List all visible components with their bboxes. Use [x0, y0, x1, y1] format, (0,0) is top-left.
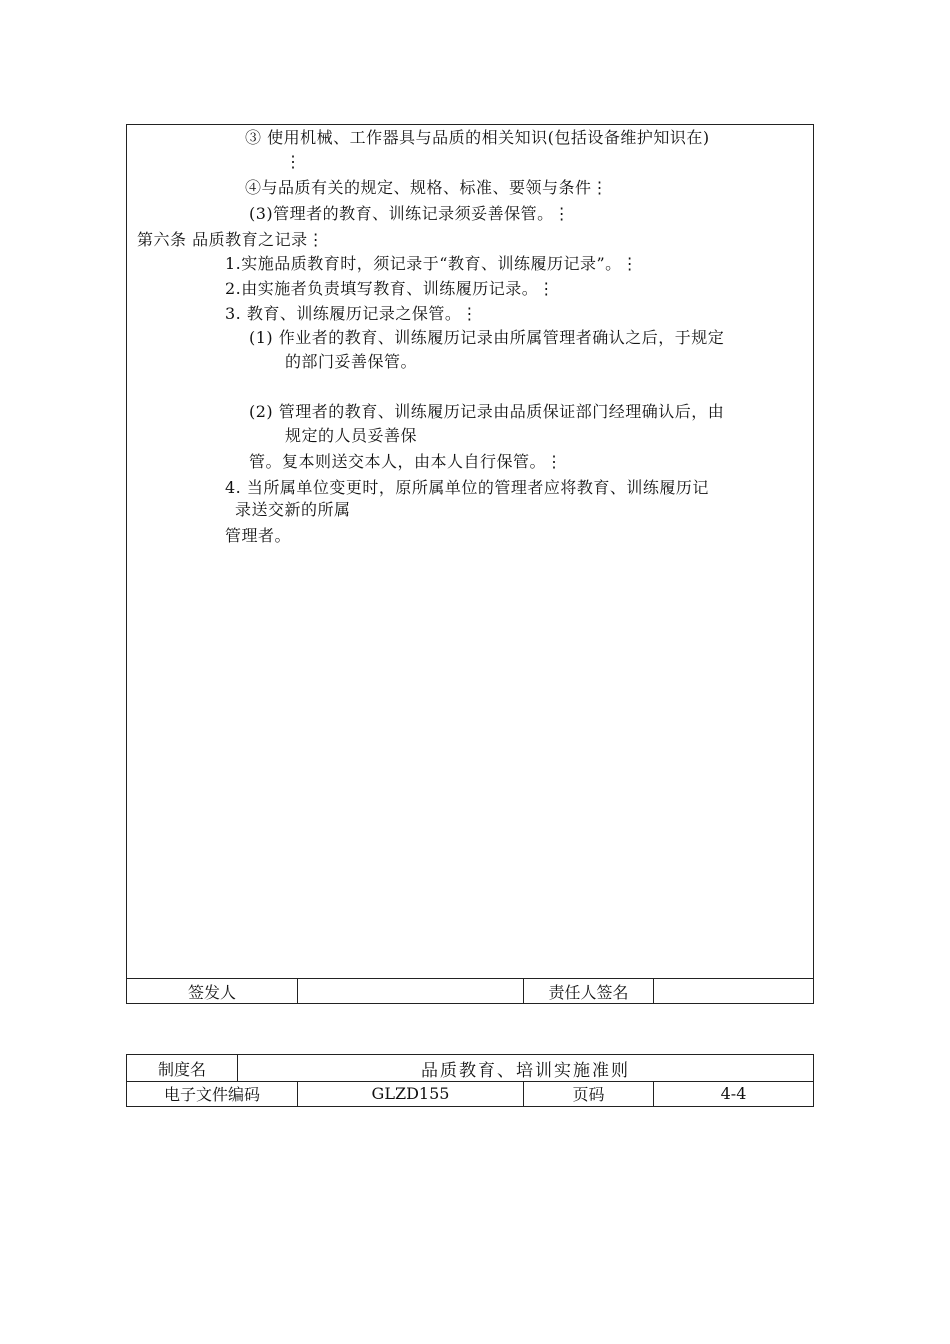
body-line-12: 规定的人员妥善保 — [285, 426, 418, 445]
body-line-16: 管理者。 — [225, 526, 292, 545]
body-line-7: 2.由实施者负责填写教育、训练履历记录。⋮ — [225, 279, 555, 298]
file-code-value: GLZD155 — [297, 1081, 523, 1106]
body-line-2: ⋮ — [285, 152, 302, 171]
document-footer-table — [126, 1054, 814, 1107]
body-line-4: (3)管理者的教育、训练记录须妥善保管。⋮ — [249, 204, 571, 223]
page-number-value: 4-4 — [653, 1081, 813, 1106]
body-line-6: 1.实施品质教育时，须记录于“教育、训练履历记录”。⋮ — [225, 254, 639, 273]
body-line-1: ③ 使用机械、工作器具与品质的相关知识(包括设备维护知识在) — [245, 128, 710, 147]
article-heading: 第六条 品质教育之记录⋮ — [137, 230, 325, 249]
body-line-14: 4. 当所属单位变更时，原所属单位的管理者应将教育、训练履历记 — [225, 478, 709, 497]
responsible-signature-label: 责任人签名 — [523, 979, 653, 1003]
issuer-label: 签发人 — [187, 982, 236, 1002]
body-line-11: (2) 管理者的教育、训练履历记录由品质保证部门经理确认后，由 — [249, 402, 725, 421]
body-line-9: (1) 作业者的教育、训练履历记录由所属管理者确认之后，于规定 — [249, 328, 725, 347]
page-number-label: 页码 — [523, 1081, 653, 1106]
system-name-value: 品质教育、培训实施准则 — [237, 1055, 813, 1081]
body-line-10: 的部门妥善保管。 — [285, 352, 418, 371]
footer-row-file-code — [127, 1081, 813, 1106]
body-line-8: 3. 教育、训练履历记录之保管。⋮ — [225, 304, 478, 323]
body-line-13: 管。复本则送交本人，由本人自行保管。⋮ — [249, 452, 563, 471]
system-name-label: 制度名 — [157, 1059, 206, 1079]
document-content-box — [126, 124, 814, 1004]
signature-row — [127, 978, 813, 1003]
footer-row-system-name — [127, 1055, 813, 1082]
body-line-3: ④与品质有关的规定、规格、标准、要领与条件⋮ — [245, 178, 609, 197]
responsible-signature-field[interactable] — [653, 979, 813, 1003]
body-line-15: 录送交新的所属 — [235, 500, 351, 519]
issuer-field[interactable] — [297, 979, 523, 1003]
file-code-label: 电子文件编码 — [163, 1085, 260, 1104]
